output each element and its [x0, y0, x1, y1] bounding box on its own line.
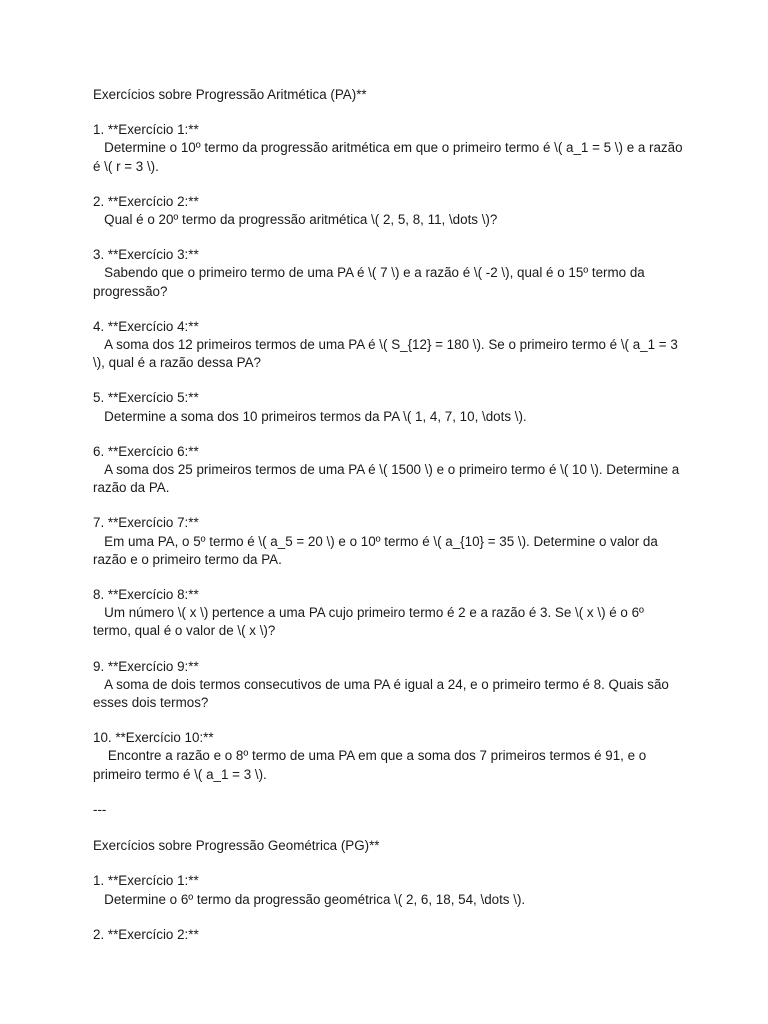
pg-section-title: Exercícios sobre Progressão Geométrica (PG)** — [93, 838, 380, 854]
pg-exercise — [93, 872, 683, 908]
exercise-heading: 2. **Exercício 2:** — [93, 926, 199, 942]
pa-exercise-list — [93, 121, 687, 784]
pa-exercise — [93, 121, 687, 176]
exercise-heading: 6. **Exercício 6:** — [93, 443, 199, 459]
pa-exercise — [93, 658, 683, 713]
pg-exercise-list — [93, 872, 683, 944]
pa-exercise — [93, 389, 683, 425]
exercise-statement: Determine o 10º termo da progressão aritmética em que o primeiro termo é \( a_1 = 5 \) e a razão é \( r = 3 \). — [93, 140, 687, 174]
pa-exercise — [93, 443, 683, 498]
pa-exercise — [93, 318, 683, 373]
pa-exercise — [93, 586, 683, 641]
exercise-statement: Determine a soma dos 10 primeiros termos da PA \( 1, 4, 7, 10, \dots \). — [93, 408, 527, 424]
exercise-statement: Um número \( x \) pertence a uma PA cujo primeiro termo é 2 e a razão é 3. Se \( x \) é o 6º termo, qual é o valor de \( x \)? — [93, 605, 648, 639]
exercise-statement: Determine o 6º termo da progressão geométrica \( 2, 6, 18, 54, \dots \). — [93, 891, 526, 907]
exercise-heading: 8. **Exercício 8:** — [93, 587, 199, 603]
exercise-heading: 1. **Exercício 1:** — [93, 873, 199, 889]
pa-section-title: Exercícios sobre Progressão Aritmética (PA)** — [93, 87, 367, 102]
pa-exercise — [93, 246, 683, 301]
document-page — [93, 86, 687, 961]
exercise-heading: 9. **Exercício 9:** — [93, 658, 199, 674]
exercise-heading: 7. **Exercício 7:** — [93, 515, 199, 531]
exercise-heading: 3. **Exercício 3:** — [93, 247, 199, 263]
exercise-heading: 2. **Exercício 2:** — [93, 193, 199, 209]
exercise-statement: Qual é o 20º termo da progressão aritmética \( 2, 5, 8, 11, \dots \)? — [93, 212, 498, 228]
exercise-statement: Em uma PA, o 5º termo é \( a_5 = 20 \) e o 10º termo é \( a_{10} = 35 \). Determine o valor da razão e o primeiro termo da PA. — [93, 533, 662, 567]
pa-exercise — [93, 514, 683, 569]
exercise-heading: 4. **Exercício 4:** — [93, 318, 199, 334]
exercise-statement: Sabendo que o primeiro termo de uma PA é \( 7 \) e a razão é \( -2 \), qual é o 15º termo da progressão? — [93, 265, 649, 299]
pa-exercise — [93, 729, 683, 784]
exercise-statement: A soma de dois termos consecutivos de uma PA é igual a 24, e o primeiro termo é 8. Quais são esses dois termos? — [93, 676, 673, 711]
exercise-statement: A soma dos 25 primeiros termos de uma PA é \( 1500 \) e o primeiro termo é \( 10 \). Determine a razão da PA. — [93, 462, 683, 496]
exercise-statement: Encontre a razão e o 8º termo de uma PA em que a soma dos 7 primeiros termos é 91, e o primeiro termo é \( a_1 = 3 \). — [93, 748, 650, 782]
pg-exercise — [93, 926, 683, 944]
exercise-heading: 1. **Exercício 1:** — [93, 122, 199, 138]
exercise-heading: 5. **Exercício 5:** — [93, 390, 199, 406]
exercise-statement: A soma dos 12 primeiros termos de uma PA é \( S_{12} = 180 \). Se o primeiro termo é \( a_1 = 3 \), qual é a razão dessa PA? — [93, 337, 682, 371]
pa-exercise — [93, 193, 683, 229]
section-separator: --- — [93, 801, 107, 817]
exercise-heading: 10. **Exercício 10:** — [93, 730, 214, 746]
